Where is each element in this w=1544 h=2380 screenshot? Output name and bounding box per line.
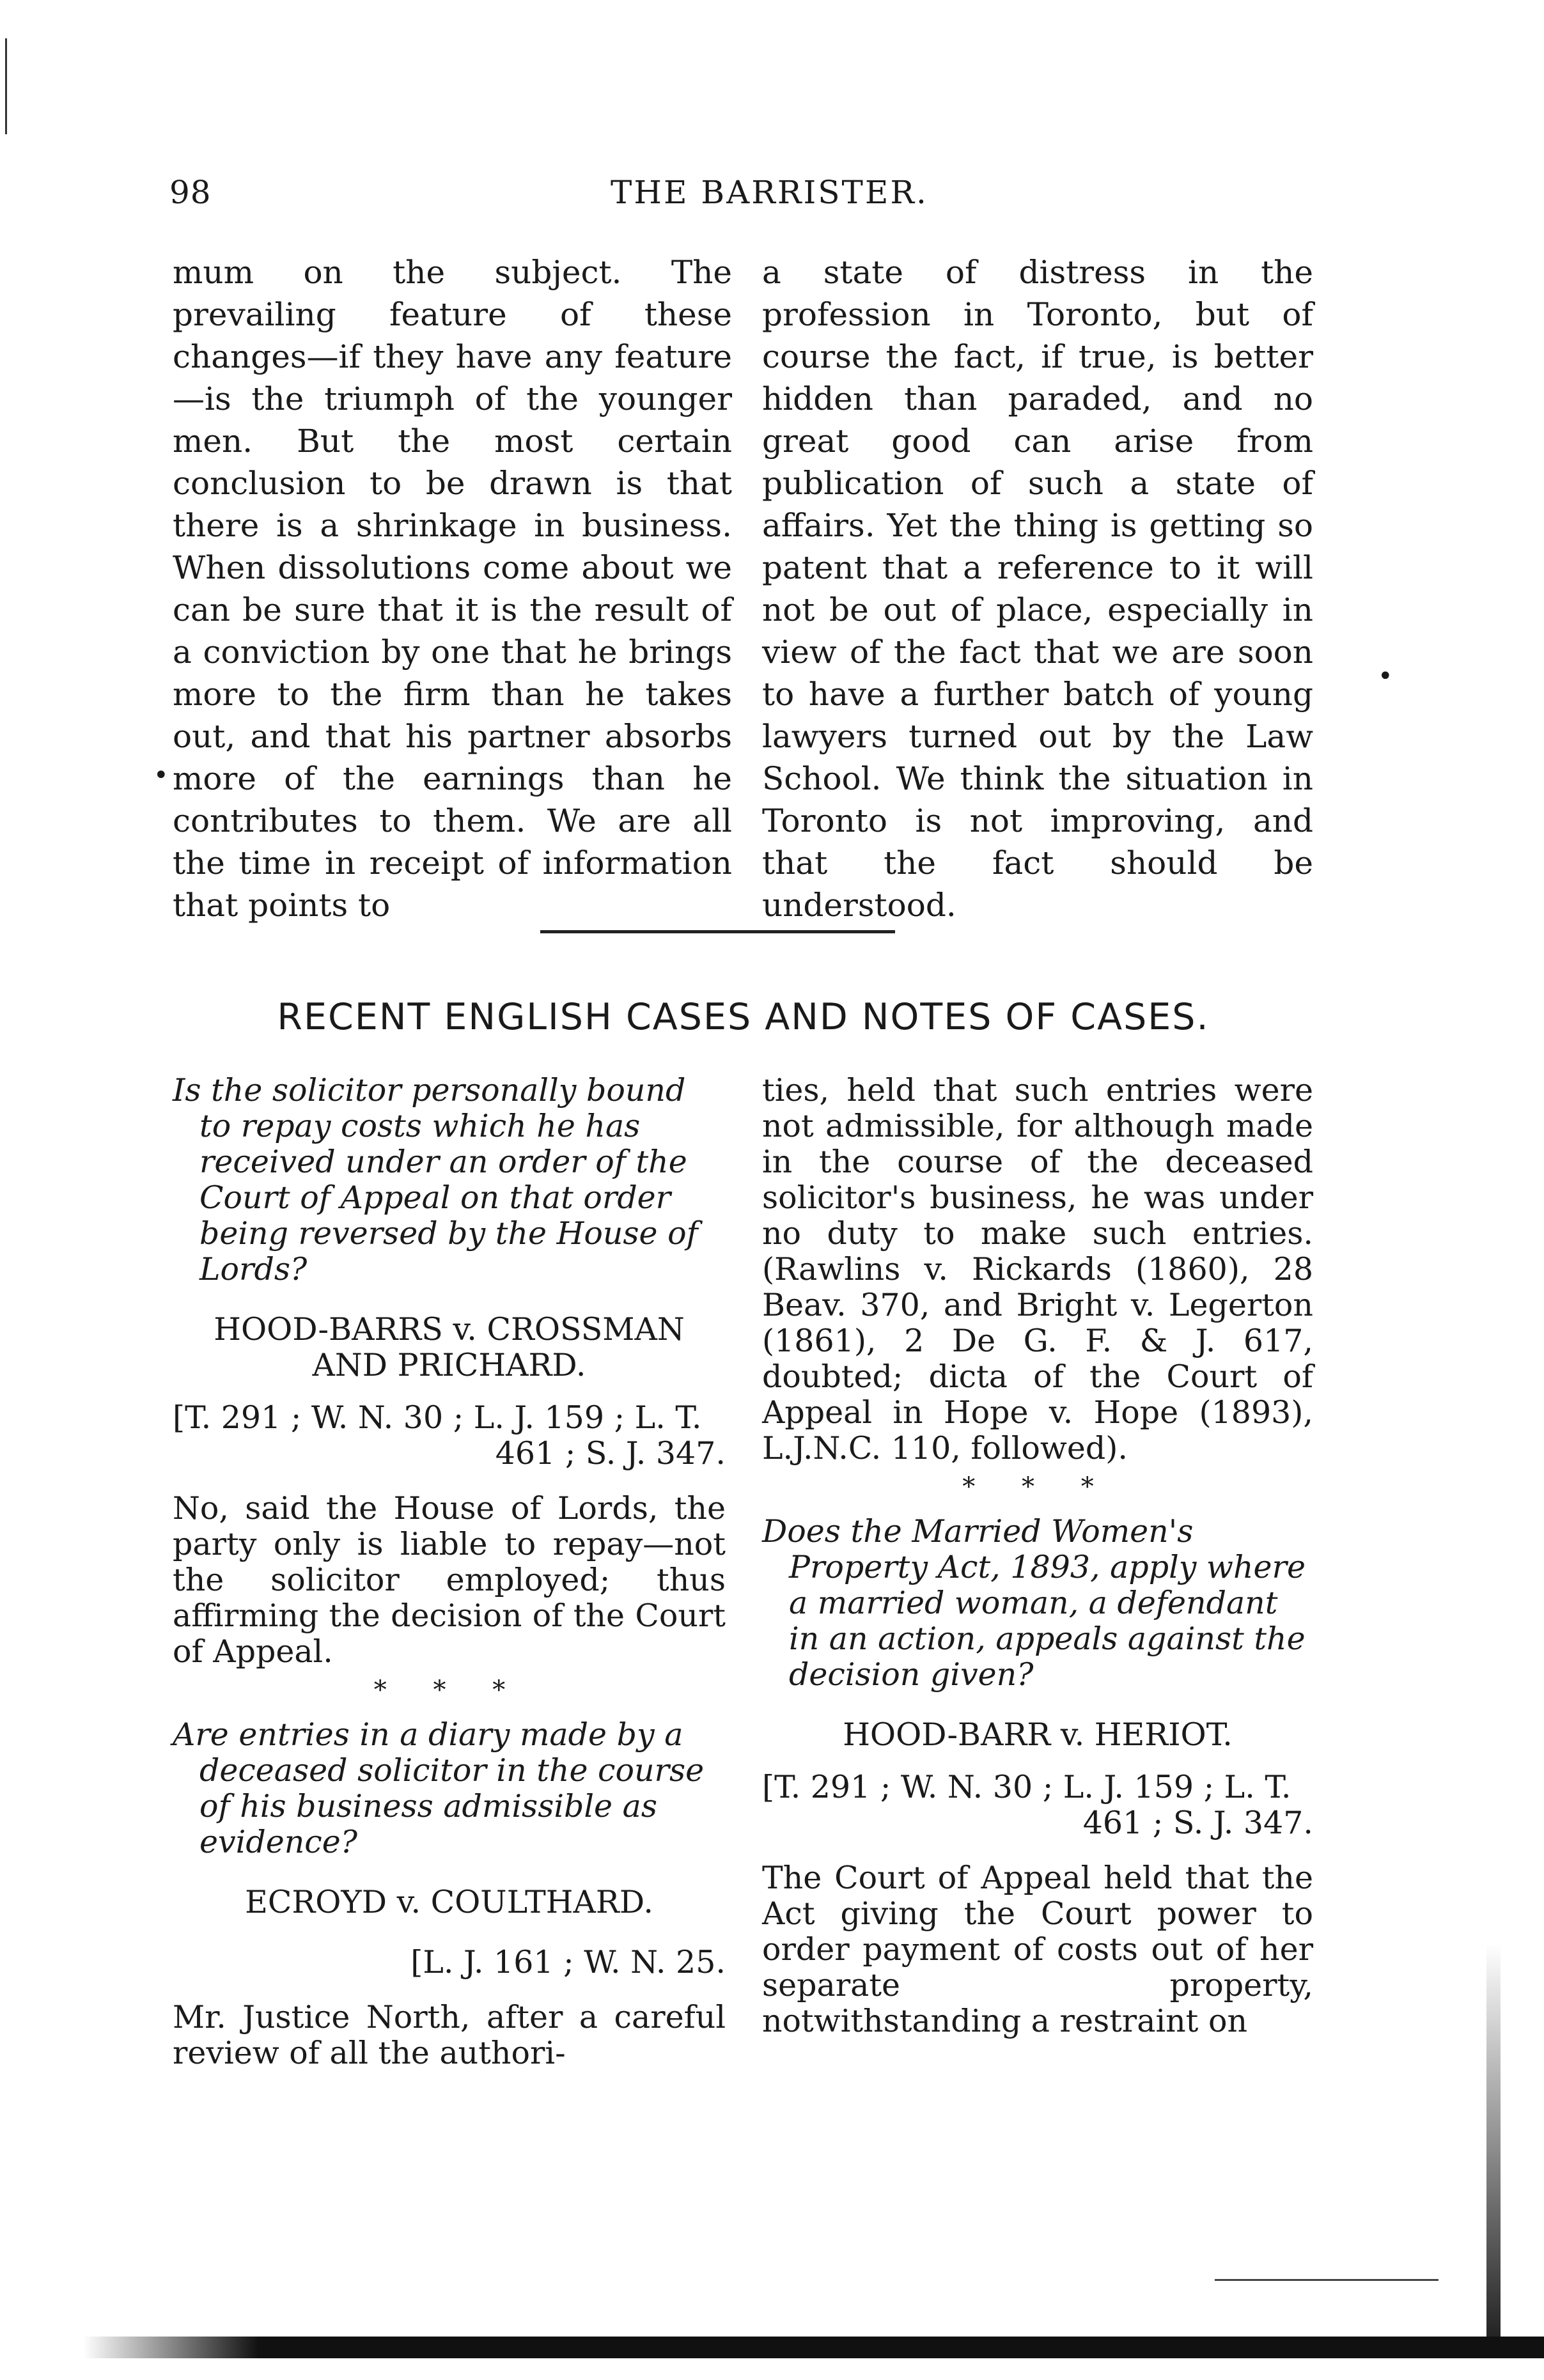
case-name: HOOD-BARR v. HERIOT. [843,1716,1233,1753]
case-summary: No, said the House of Lords, the party only is liable to repay—not the solicitor employed; thus affirming the decision of the Court of Appeal. [173,1490,726,1670]
case-summary: Mr. Justice North, after a careful review of all the authori- [173,1999,726,2071]
case-citation: [L. J. 161 ; W. N. 25. [410,1944,726,1980]
paragraph: mum on the subject. The prevailing feature of these changes—if they have any feature—is the triumph of the younger men. But the most certain conclusion to be drawn is that there is a shrinkage in business. When dissolutions come about we can be sure that it is the result of a conviction by one that he brings more to the firm than he takes out, and that his partner absorbs more of the earnings than he contributes to them. We are all the time in receipt of information that points to [173,254,732,924]
scan-edge-mark [5,38,7,134]
stray-mark: • [1378,662,1393,691]
section-divider [540,930,895,933]
paragraph: a state of distress in the profession in Toronto, but of course the fact, if true, is better hidden than paraded, and no great good can arise from publication of such a state of affairs. Yet the thing is getting so patent that a reference to it will not be out of place, especially in view of the fact that we are soon to have a further batch of young lawyers turned out by the Law School. We think the situation in Toronto is not improving, and that the fact should be understood. [762,254,1313,924]
section-title: RECENT ENGLISH CASES AND NOTES OF CASES. [277,996,1210,1038]
top-left-column [173,251,732,926]
question-heading: Is the solicitor personally bound to repay costs which he has received under an order of the Court of Appeal on that order being reversed by the House of Lords? [173,1072,698,1287]
bottom-rule [1215,2279,1439,2281]
question-heading: Are entries in a diary made by a deceased solicitor in the course of his business admissible as evidence? [173,1716,705,1860]
case-citation-cont: 461 ; S. J. 347. [1082,1805,1313,1841]
lower-right-column [762,1073,1313,2039]
separator-stars: * * * [962,1472,1113,1502]
lower-left-column [173,1073,726,2071]
case-name: ECROYD v. COULTHARD. [245,1884,653,1920]
case-citation-cont: 461 ; S. J. 347. [495,1435,726,1472]
case-summary-continued: ties, held that such entries were not admissible, for although made in the course of the deceased solicitor's business, he was under no duty to make such entries. (Rawlins v. Rickards (1860), 28 Beav. 370, and Bright v. Legerton (1861), 2 De G. F. & J. 617, doubted; dicta of the Court of Appeal in Hope v. Hope (1893), L.J.N.C. 110, followed). [762,1072,1313,1466]
question-heading: Does the Married Women's Property Act, 1893, apply where a married woman, a defendant in an action, appeals against the decision given? [762,1513,1306,1693]
case-name: HOOD-BARRS v. CROSSMAN AND PRICHARD. [214,1311,685,1383]
scan-edge-bar [83,2337,1544,2358]
case-summary: The Court of Appeal held that the Act giving the Court power to order payment of costs out of her separate property, notwithstanding a restraint on [762,1860,1313,2039]
running-title: THE BARRISTER. [611,174,928,211]
separator-stars: * * * [373,1676,525,1705]
stray-mark: • [153,761,169,790]
case-citation: [T. 291 ; W. N. 30 ; L. J. 159 ; L. T. [173,1399,702,1436]
case-citation: [T. 291 ; W. N. 30 ; L. J. 159 ; L. T. [762,1769,1291,1805]
top-right-column [762,251,1313,926]
binding-shadow [1486,1943,1501,2340]
page-number: 98 [169,174,212,211]
